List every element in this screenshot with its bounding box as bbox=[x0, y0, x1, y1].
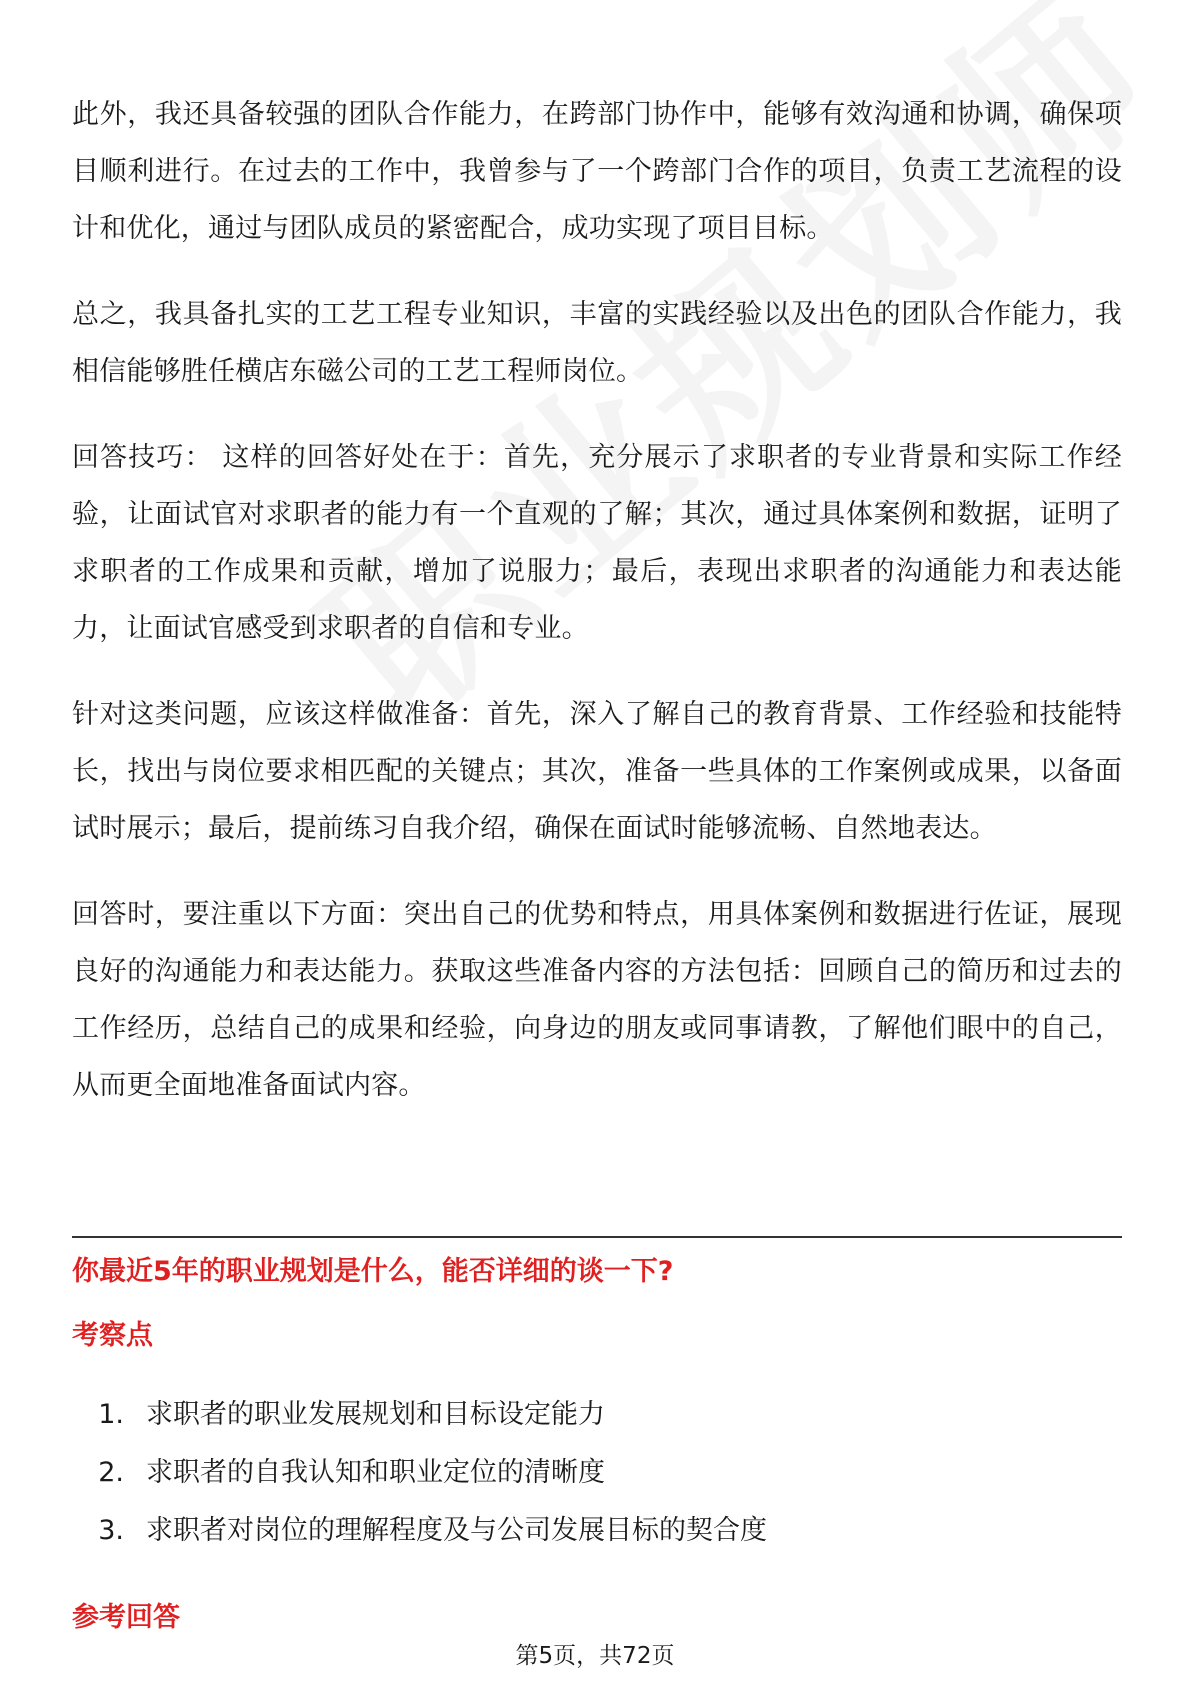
list-item-number: 1. bbox=[98, 1399, 124, 1430]
paragraph-preparation: 针对这类问题，应该这样做准备：首先，深入了解自己的教育背景、工作经验和技能特长，找出与岗位要求相匹配的关键点；其次，准备一些具体的工作案例或成果，以备面试时展示；最后，提前练习自我介绍，确保在面试时能够流畅、自然地表达。 bbox=[72, 699, 1122, 844]
list-item bbox=[72, 1502, 767, 1560]
paragraph-summary: 总之，我具备扎实的工艺工程专业知识，丰富的实践经验以及出色的团队合作能力，我相信能够胜任横店东磁公司的工艺工程师岗位。 bbox=[72, 299, 1122, 387]
section-divider bbox=[72, 1236, 1122, 1238]
question-title: 你最近5年的职业规划是什么，能否详细的谈一下? bbox=[72, 1256, 674, 1287]
list-item-text: 求职者的职业发展规划和目标设定能力 bbox=[146, 1399, 605, 1430]
paragraph-answer-focus: 回答时，要注重以下方面：突出自己的优势和特点，用具体案例和数据进行佐证，展现良好的沟通能力和表达能力。获取这些准备内容的方法包括：回顾自己的简历和过去的工作经历，总结自己的成果和经验，向身边的朋友或同事请教，了解他们眼中的自己，从而更全面地准备面试内容。 bbox=[72, 899, 1122, 1101]
paragraph-answer-tips: 回答技巧： 这样的回答好处在于：首先，充分展示了求职者的专业背景和实际工作经验，让面试官对求职者的能力有一个直观的了解；其次，通过具体案例和数据，证明了求职者的工作成果和贡献，增加了说服力；最后，表现出求职者的沟通能力和表达能力，让面试官感受到求职者的自信和专业。 bbox=[72, 442, 1122, 644]
list-item bbox=[72, 1386, 767, 1444]
exam-points-list bbox=[72, 1386, 767, 1560]
page-number-footer: 第5页，共72页 bbox=[515, 1643, 675, 1669]
list-item-number: 2. bbox=[98, 1457, 124, 1488]
exam-points-heading: 考察点 bbox=[72, 1320, 153, 1351]
list-item-text: 求职者对岗位的理解程度及与公司发展目标的契合度 bbox=[146, 1515, 767, 1546]
list-item-number: 3. bbox=[98, 1515, 124, 1546]
body-content bbox=[72, 86, 1122, 1143]
reference-answer-heading: 参考回答 bbox=[72, 1602, 180, 1633]
paragraph-teamwork: 此外，我还具备较强的团队合作能力，在跨部门协作中，能够有效沟通和协调，确保项目顺利进行。在过去的工作中，我曾参与了一个跨部门合作的项目，负责工艺流程的设计和优化，通过与团队成员的紧密配合，成功实现了项目目标。 bbox=[72, 99, 1122, 244]
list-item bbox=[72, 1444, 767, 1502]
list-item-text: 求职者的自我认知和职业定位的清晰度 bbox=[146, 1457, 605, 1488]
